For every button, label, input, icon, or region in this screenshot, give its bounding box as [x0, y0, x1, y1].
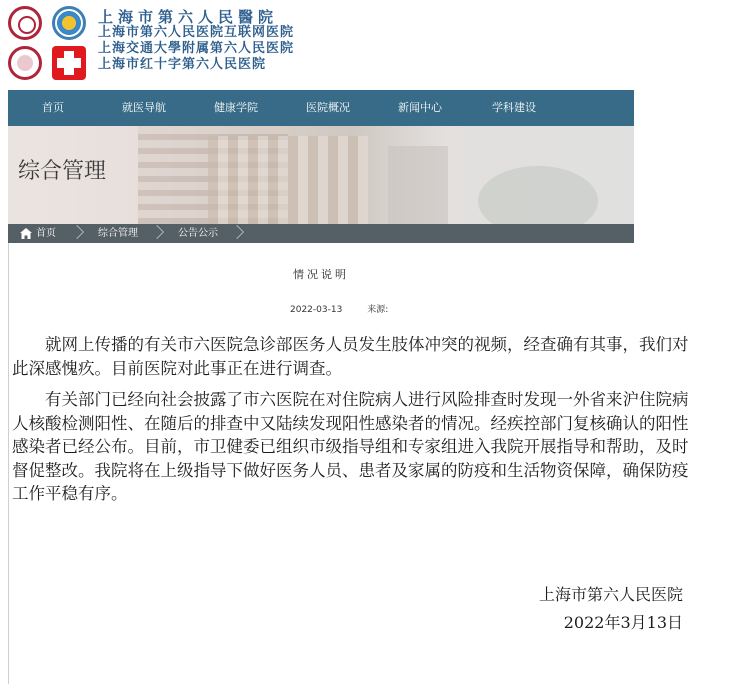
breadcrumb [8, 224, 634, 243]
nav-about[interactable]: 医院概况 [306, 101, 350, 114]
logo-group[interactable] [6, 4, 92, 84]
banner-title: 综合管理 [18, 159, 107, 184]
breadcrumb-section[interactable]: 综合管理 [98, 228, 138, 239]
banner-building [208, 136, 368, 224]
main-nav [8, 90, 634, 126]
article-paragraph: 就网上传播的有关市六医院急诊部医务人员发生肢体冲突的视频，经查确有其事，我们对此深感愧疚。目前医院对此事正在进行调查。 [12, 335, 689, 378]
breadcrumb-home[interactable]: 首页 [36, 228, 56, 239]
nav-disciplines[interactable]: 学科建设 [492, 101, 536, 114]
content-border [8, 243, 9, 684]
article-paragraph: 有关部门已经向社会披露了市六医院在对住院病人进行风险排查时发现一外省来沪住院病人核酸检测阳性、在随后的排查中又陆续发现阳性感染者的情况。经疾控部门复核确认的阳性感染者已经公布。目前，市卫健委已组织市级指导组和专家组进入我院开展指导和帮助，及时督促整改。我院将在上级指导下做好医务人员、患者及家属的防疫和生活物资保障，确保防疫工作平稳有序。 [12, 390, 689, 503]
banner-building [388, 146, 448, 224]
hospital-names[interactable] [98, 6, 458, 73]
breadcrumb-separator-icon [152, 224, 162, 243]
breadcrumb-current[interactable]: 公告公示 [178, 228, 218, 239]
university-logo-icon [52, 6, 86, 40]
article-signature: 上海市第六人民医院 [538, 585, 683, 604]
hospital-name-internet: 上海市第六人民医院互联网医院 [98, 25, 295, 40]
nav-health-academy[interactable]: 健康学院 [214, 101, 258, 114]
article-date: 2022-03-13 [290, 305, 343, 315]
nav-home[interactable]: 首页 [42, 101, 64, 114]
hospital-name-main: 上海市第六人民醫院 [98, 8, 279, 26]
home-icon[interactable] [20, 228, 32, 239]
site-header [0, 0, 750, 90]
hospital-name-redcross: 上海市红十字第六人民医院 [98, 57, 267, 72]
nav-news[interactable]: 新闻中心 [398, 101, 442, 114]
red-cross-icon [52, 46, 86, 80]
article-title: 情况说明 [293, 268, 349, 281]
breadcrumb-separator-icon [232, 224, 242, 243]
section-banner [8, 126, 634, 224]
banner-tree [478, 166, 598, 224]
seal-logo-icon [8, 46, 42, 80]
nav-guide[interactable]: 就医导航 [122, 101, 166, 114]
article-source-label: 来源: [367, 305, 389, 315]
hospital-name-affiliated: 上海交通大學附属第六人民医院 [98, 41, 295, 56]
breadcrumb-separator-icon [72, 224, 82, 243]
hospital-logo-icon [8, 6, 42, 40]
article-sign-date: 2022年3月13日 [563, 613, 683, 632]
article-meta [290, 302, 410, 315]
